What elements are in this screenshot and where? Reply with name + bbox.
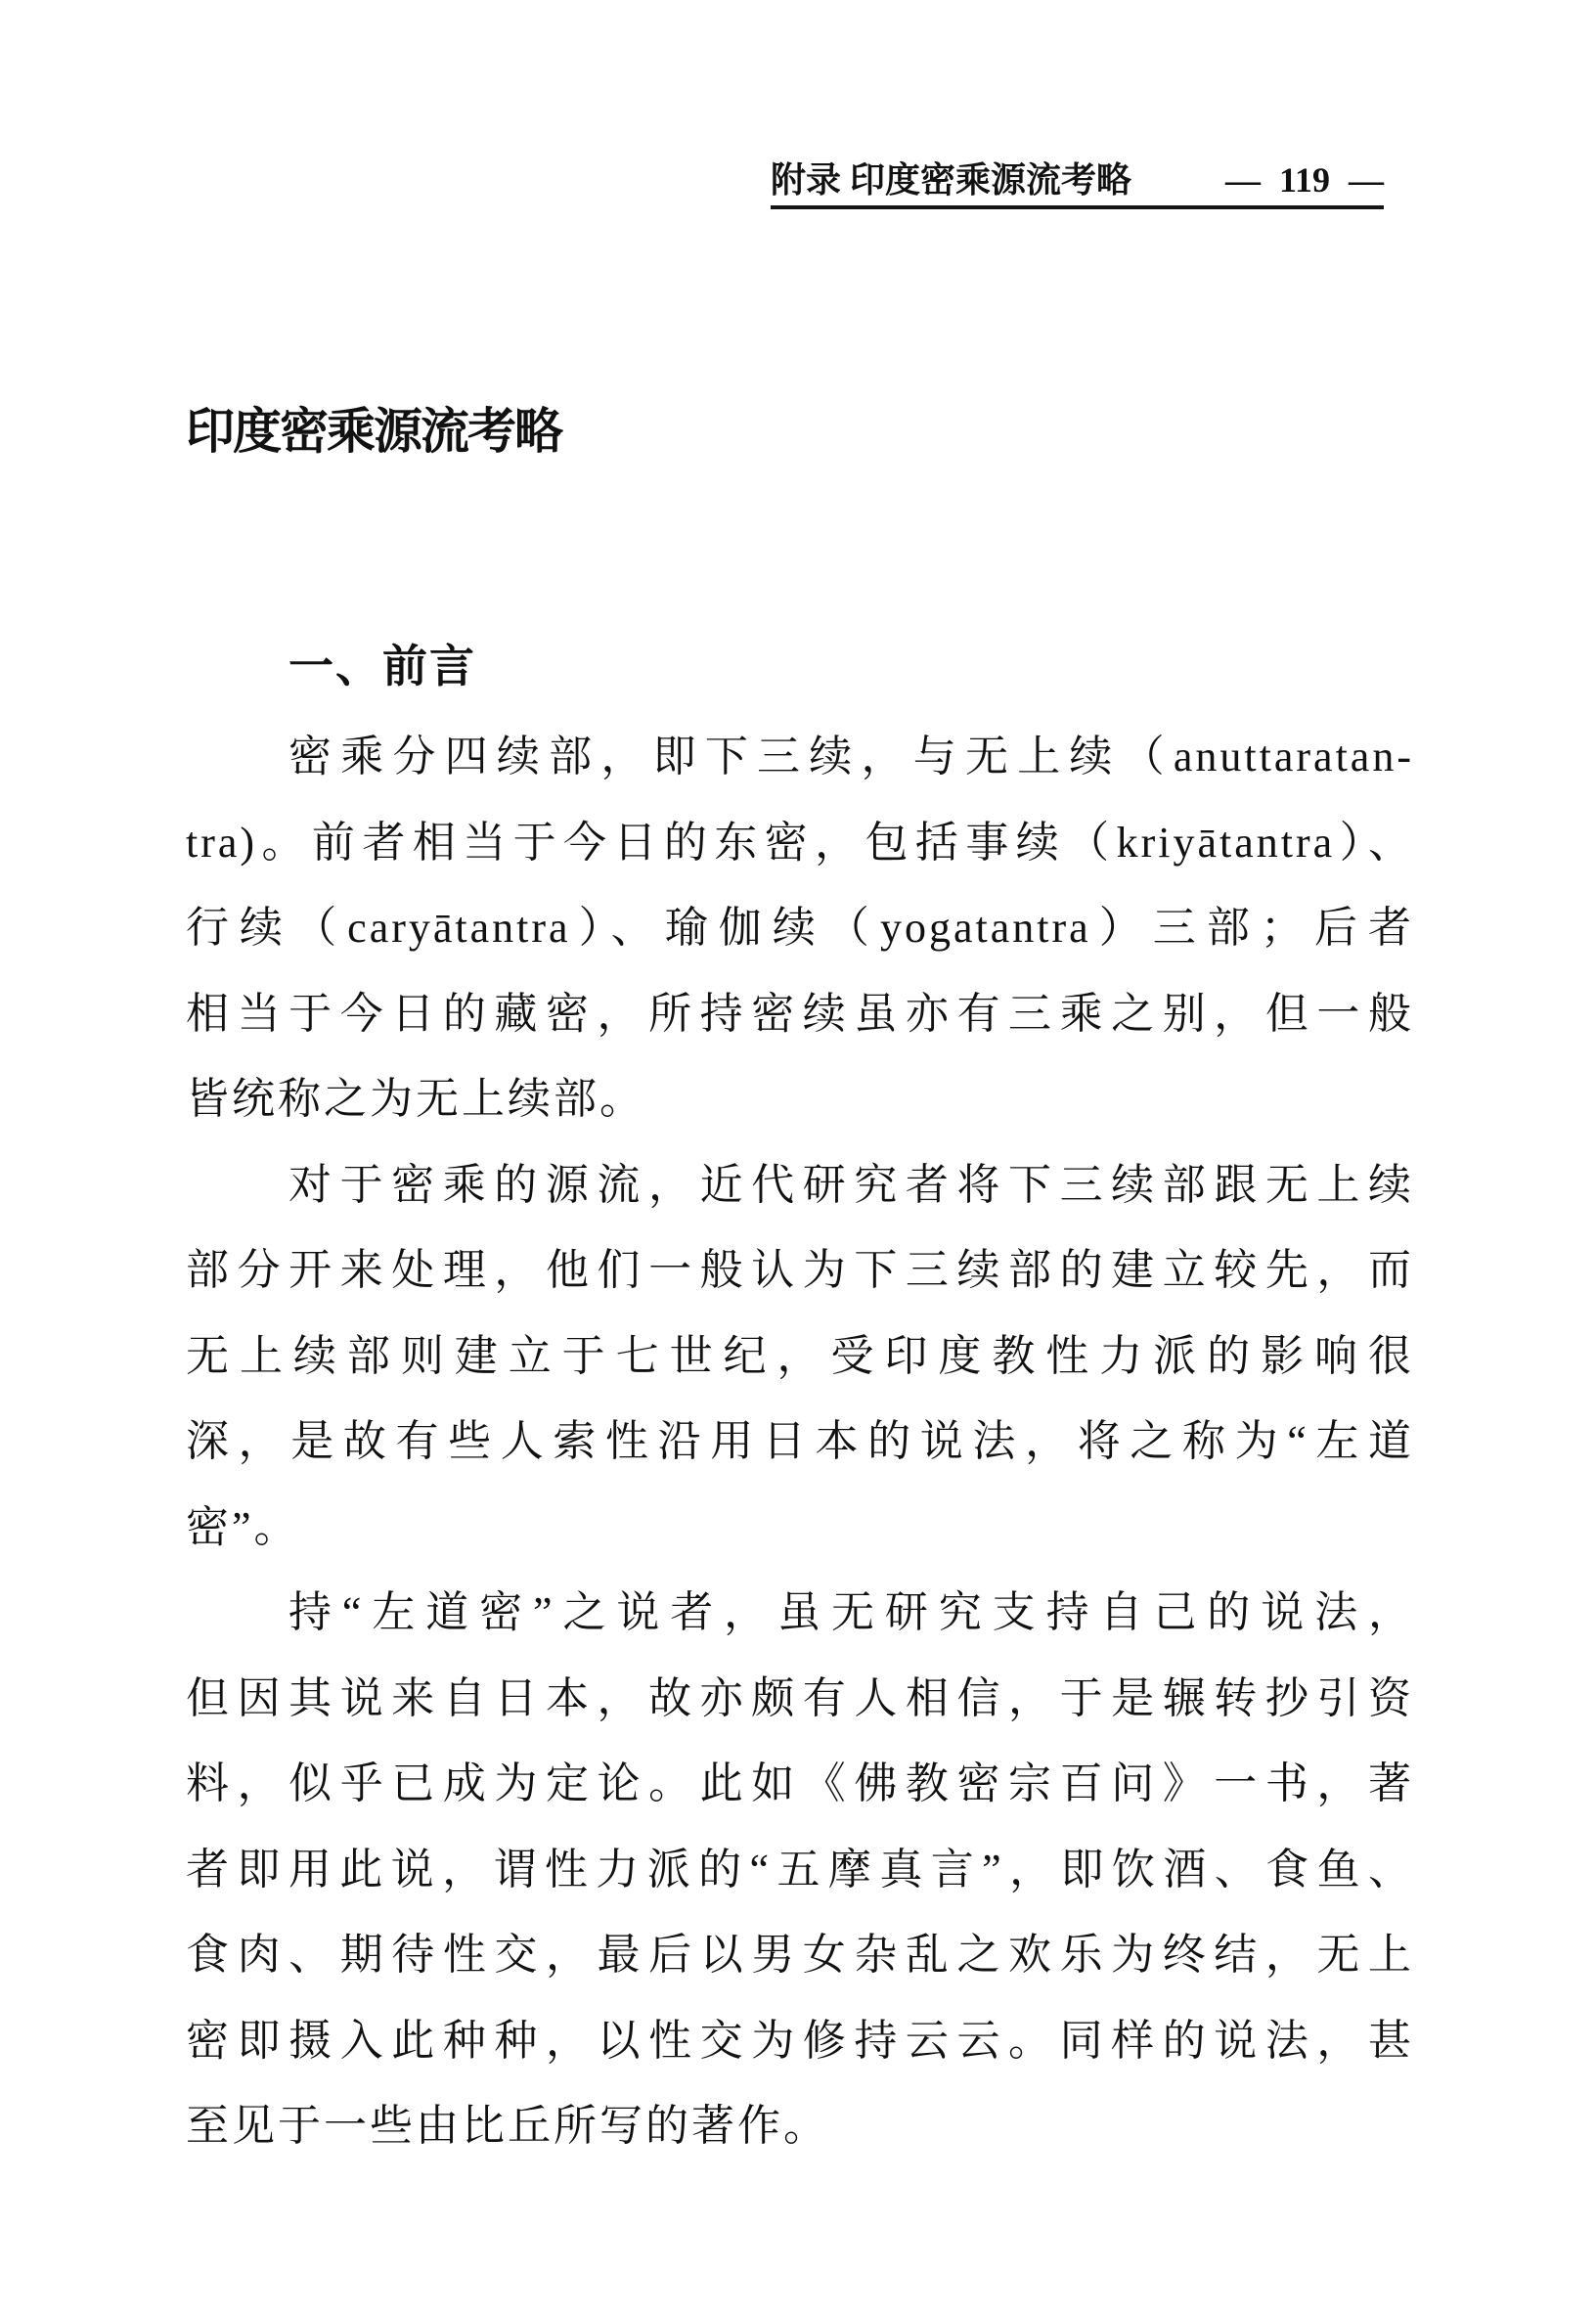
text-line: 持“左道密”之说者，虽无研究支持自己的说法，: [288, 1588, 1414, 1636]
section-heading: 一、前言: [288, 642, 476, 691]
article-title: 印度密乘源流考略: [186, 404, 561, 459]
text-line: 食肉、期待性交，最后以男女杂乱之欢乐为终结，无上: [186, 1931, 1414, 1979]
paragraph-2: [186, 1142, 1414, 1571]
text-line: 皆统称之为无上续部。: [186, 1075, 645, 1123]
text-line: 密乘分四续部，即下三续，与无上续（anuttaratan-: [288, 733, 1414, 780]
page-header: [771, 158, 1384, 209]
text-line: 至见于一些由比丘所写的著作。: [186, 2102, 829, 2150]
text-line: 无上续部则建立于七世纪，受印度教性力派的影响很: [186, 1331, 1414, 1380]
text-line: 密即摄入此种种，以性交为修持云云。同样的说法，甚: [186, 2016, 1414, 2065]
text-line: 者即用此说，谓性力派的“五摩真言”，即饮酒、食鱼、: [186, 1845, 1414, 1893]
text-line: 密”。: [186, 1502, 300, 1551]
paragraph-3: [186, 1570, 1414, 2169]
header-chapter-label: 附录 印度密乘源流考略: [771, 160, 1132, 200]
text-line: 相当于今日的藏密，所持密续虽亦有三乘之别，但一般: [186, 989, 1414, 1038]
text-line: 料，似乎已成为定论。此如《佛教密宗百问》一书，著: [186, 1759, 1414, 1807]
paragraph-1: [186, 714, 1414, 1142]
text-line: 深，是故有些人索性沿用日本的说法，将之称为“左道: [186, 1417, 1414, 1465]
body-text: [186, 714, 1414, 2169]
text-line: 行续（caryātantra）、瑜伽续（yogatantra）三部；后者: [186, 904, 1414, 952]
text-line: tra)。前者相当于今日的东密，包括事续（kriyātantra）、: [186, 818, 1414, 867]
header-page-number: — 119 —: [1224, 160, 1384, 200]
text-line: 部分开来处理，他们一般认为下三续部的建立较先，而: [186, 1246, 1414, 1294]
text-line: 但因其说来自日本，故亦颇有人相信，于是辗转抄引资: [186, 1673, 1414, 1722]
text-line: 对于密乘的源流，近代研究者将下三续部跟无上续: [288, 1160, 1414, 1209]
